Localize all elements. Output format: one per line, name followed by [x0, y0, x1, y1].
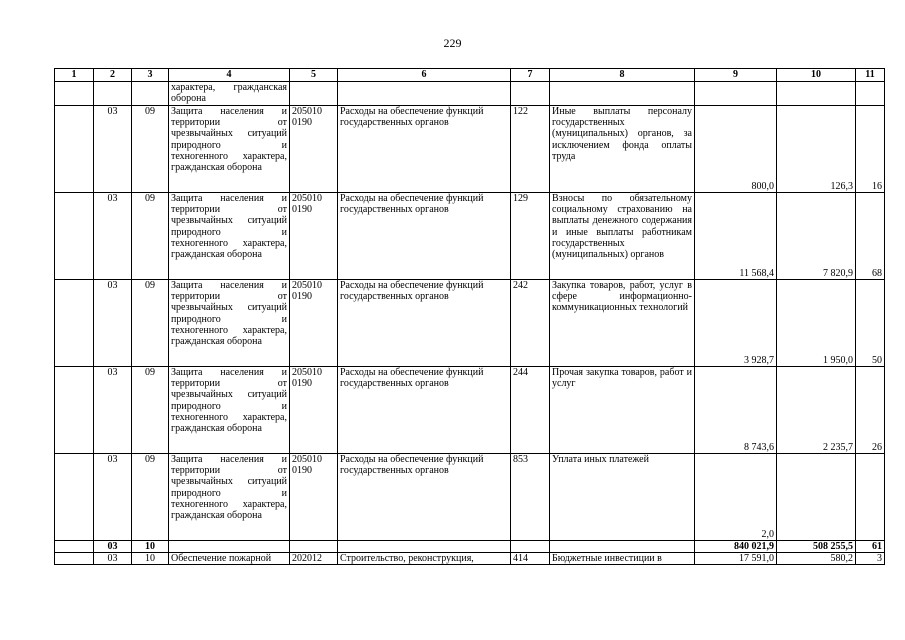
cell-expense-name: Уплата иных платежей: [550, 454, 695, 541]
cell-amount-actual: 580,2: [777, 553, 856, 565]
cell-amount-actual: 1 950,0: [777, 280, 856, 367]
table-row: [55, 106, 885, 193]
cell-expense-type: 244: [511, 367, 550, 454]
cell-col1: [55, 193, 94, 280]
cell-amount-plan: 17 591,0: [695, 553, 777, 565]
cell-target-name: [338, 541, 511, 553]
cell-target-code: [290, 82, 338, 106]
cell-col1: [55, 454, 94, 541]
cell-target-code: [290, 541, 338, 553]
header-row: [55, 69, 885, 82]
cell-col1: [55, 367, 94, 454]
cell-section: 03: [94, 541, 132, 553]
subtotal-row: [55, 541, 885, 553]
column-header: 2: [94, 69, 132, 82]
cell-percent: [856, 454, 885, 541]
cell-amount-plan: 3 928,7: [695, 280, 777, 367]
cell-subsection: [132, 82, 169, 106]
cell-amount-plan: 2,0: [695, 454, 777, 541]
cell-target-name: Расходы на обеспечение функций государственных органов: [338, 106, 511, 193]
budget-table: [54, 68, 885, 565]
table-row: [55, 280, 885, 367]
cell-target-name: Расходы на обеспечение функций государственных органов: [338, 193, 511, 280]
cell-expense-type: 242: [511, 280, 550, 367]
cell-expense-name: Закупка товаров, работ, услуг в сфере информационно-коммуникационных технологий: [550, 280, 695, 367]
column-header: 5: [290, 69, 338, 82]
cell-percent: 50: [856, 280, 885, 367]
cell-target-name: Строительство, реконструкция,: [338, 553, 511, 565]
cell-amount-plan: 8 743,6: [695, 367, 777, 454]
cell-subsection: 10: [132, 553, 169, 565]
cell-section: [94, 82, 132, 106]
column-header: 11: [856, 69, 885, 82]
cell-percent: 61: [856, 541, 885, 553]
cell-subsection: 09: [132, 367, 169, 454]
cell-target-name: Расходы на обеспечение функций государственных органов: [338, 454, 511, 541]
column-header: 3: [132, 69, 169, 82]
cell-subsection-name: Защита населения и территории от чрезвычайных ситуаций природного и техногенного характера, гражданская оборона: [169, 367, 290, 454]
column-header: 8: [550, 69, 695, 82]
cell-percent: 68: [856, 193, 885, 280]
cell-section: 03: [94, 193, 132, 280]
column-header: 4: [169, 69, 290, 82]
cell-col1: [55, 82, 94, 106]
cell-target-code: 205010 0190: [290, 367, 338, 454]
cell-subsection-name: Защита населения и территории от чрезвычайных ситуаций природного и техногенного характера, гражданская оборона: [169, 280, 290, 367]
cell-amount-actual: [777, 454, 856, 541]
cell-expense-name: [550, 541, 695, 553]
cell-target-name: Расходы на обеспечение функций государственных органов: [338, 280, 511, 367]
cell-subsection-name: характера, гражданская оборона: [169, 82, 290, 106]
cell-expense-name: Взносы по обязательному социальному страхованию на выплаты денежного содержания и иные выплаты работникам государственных (муниципальных) органов: [550, 193, 695, 280]
cell-target-name: [338, 82, 511, 106]
cell-subsection: 09: [132, 193, 169, 280]
cell-target-code: 205010 0190: [290, 193, 338, 280]
table-row: [55, 193, 885, 280]
cell-percent: [856, 82, 885, 106]
cell-col1: [55, 553, 94, 565]
cell-amount-plan: [695, 82, 777, 106]
cell-col1: [55, 106, 94, 193]
cell-section: 03: [94, 367, 132, 454]
column-header: 9: [695, 69, 777, 82]
cell-expense-name: Иные выплаты персоналу государственных (муниципальных) органов, за исключением фонда оплаты труда: [550, 106, 695, 193]
column-header: 1: [55, 69, 94, 82]
cell-target-code: 205010 0190: [290, 280, 338, 367]
cell-subsection-name: Защита населения и территории от чрезвычайных ситуаций природного и техногенного характера, гражданская оборона: [169, 106, 290, 193]
cell-target-code: 205010 0190: [290, 106, 338, 193]
cell-expense-name: [550, 82, 695, 106]
cell-amount-plan: 840 021,9: [695, 541, 777, 553]
cell-amount-actual: [777, 82, 856, 106]
cell-section: 03: [94, 553, 132, 565]
cell-amount-actual: 2 235,7: [777, 367, 856, 454]
cell-subsection-name: Защита населения и территории от чрезвычайных ситуаций природного и техногенного характера, гражданская оборона: [169, 454, 290, 541]
cell-expense-type: [511, 541, 550, 553]
cell-subsection: 09: [132, 280, 169, 367]
cell-amount-actual: 7 820,9: [777, 193, 856, 280]
cell-section: 03: [94, 280, 132, 367]
cell-target-name: Расходы на обеспечение функций государственных органов: [338, 367, 511, 454]
cell-target-code: 202012: [290, 553, 338, 565]
cell-expense-type: [511, 82, 550, 106]
page-number: 229: [443, 36, 462, 50]
cell-amount-plan: 800,0: [695, 106, 777, 193]
cell-expense-name: Бюджетные инвестиции в: [550, 553, 695, 565]
cell-percent: 26: [856, 367, 885, 454]
cell-expense-name: Прочая закупка товаров, работ и услуг: [550, 367, 695, 454]
cell-amount-actual: 126,3: [777, 106, 856, 193]
cell-subsection: 09: [132, 106, 169, 193]
cell-subsection: 10: [132, 541, 169, 553]
cell-expense-type: 414: [511, 553, 550, 565]
cell-target-code: 205010 0190: [290, 454, 338, 541]
cell-subsection-name: [169, 541, 290, 553]
cell-amount-actual: 508 255,5: [777, 541, 856, 553]
table-row: [55, 82, 885, 106]
cell-amount-plan: 11 568,4: [695, 193, 777, 280]
cell-col1: [55, 541, 94, 553]
cell-percent: 16: [856, 106, 885, 193]
cell-subsection-name: Обеспечение пожарной: [169, 553, 290, 565]
cell-percent: 3: [856, 553, 885, 565]
column-header: 7: [511, 69, 550, 82]
cell-expense-type: 129: [511, 193, 550, 280]
cell-expense-type: 853: [511, 454, 550, 541]
cell-expense-type: 122: [511, 106, 550, 193]
cell-section: 03: [94, 454, 132, 541]
cell-col1: [55, 280, 94, 367]
column-header: 6: [338, 69, 511, 82]
cell-subsection-name: Защита населения и территории от чрезвычайных ситуаций природного и техногенного характера, гражданская оборона: [169, 193, 290, 280]
table-row: [55, 553, 885, 565]
cell-section: 03: [94, 106, 132, 193]
table-row: [55, 367, 885, 454]
table-row: [55, 454, 885, 541]
cell-subsection: 09: [132, 454, 169, 541]
column-header: 10: [777, 69, 856, 82]
